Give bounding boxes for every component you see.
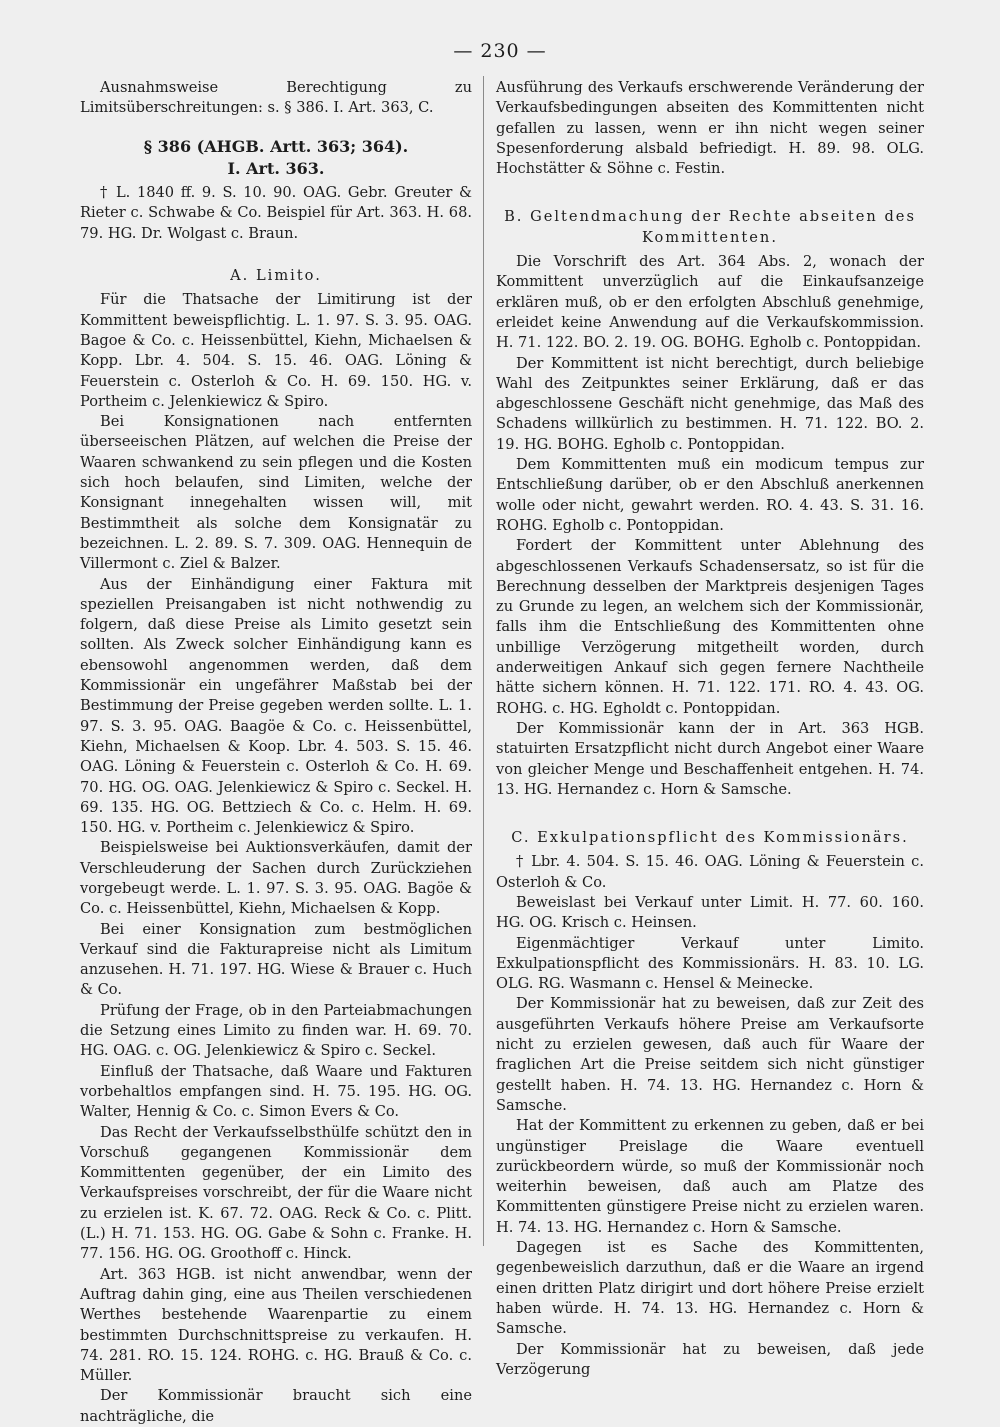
paragraph: Dagegen ist es Sache des Kommittenten, gegenbeweislich darzuthun, daß er die Waare an irgend einen dritten Platz dirigirt und dort höhere Preise erzielt haben würde. H. 74. 13. HG. Hernandez c. Horn & Samsche. xyxy=(496,1239,924,1338)
article-heading: I. Art. 363. xyxy=(227,158,325,178)
paragraph: Der Kommissionär braucht sich eine nachträgliche, die xyxy=(80,1387,472,1425)
left-column xyxy=(80,78,472,1427)
subsection-heading: A. Limito. xyxy=(230,267,322,285)
paragraph: † L. 1840 ff. 9. S. 10. 90. OAG. Gebr. Greuter & Rieter c. Schwabe & Co. Beispiel für Art. 363. H. 68. 79. HG. Dr. Wolgast c. Braun. xyxy=(80,184,472,242)
paragraph: Die Vorschrift des Art. 364 Abs. 2, wonach der Kommittent unverzüglich auf die Einkaufsanzeige erklären muß, ob er den erfolgten Abschluß genehmige, erleidet keine Anwendung auf die Verkaufskommission. H. 71. 122. BO. 2. 19. OG. BOHG. Egholb c. Pontoppidan. xyxy=(496,253,924,352)
right-column xyxy=(496,78,924,1380)
paragraph: Ausnahmsweise Berechtigung zu Limitsüberschreitungen: s. § 386. I. Art. 363, C. xyxy=(80,79,472,117)
paragraph: Aus der Einhändigung einer Faktura mit speziellen Preisangaben ist nicht nothwendig zu folgern, daß diese Preise als Limito gesetzt sein sollten. Als Zweck solcher Einhändigung kann es ebensowohl angenommen werden, daß dem Kommissionär ein ungefährer Maßstab bei der Bestimmung der Preise gegeben werden sollte. L. 1. 97. S. 3. 95. OAG. Baagöe & Co. c. Heissenbüttel, Kiehn, Michaelsen & Koop. Lbr. 4. 503. S. 15. 46. OAG. Löning & Feuerstein c. Osterloh & Co. H. 69. 70. HG. OG. OAG. Jelenkiewicz & Spiro c. Seckel. H. 69. 135. HG. OG. Bettziech & Co. c. Helm. H. 69. 150. HG. v. Portheim c. Jelenkiewicz & Spiro. xyxy=(80,575,472,837)
paragraph: Der Kommittent ist nicht berechtigt, durch beliebige Wahl des Zeitpunktes seiner Erklärung, daß er das abgeschlossene Geschäft nicht genehmige, das Maß des Schadens willkürlich zu bestimmen. H. 71. 122. BO. 2. 19. HG. BOHG. Egholb c. Pontoppidan. xyxy=(496,354,924,453)
paragraph: Bei einer Konsignation zum bestmöglichen Verkauf sind die Fakturapreise nicht als Limitum anzusehen. H. 71. 197. HG. Wiese & Brauer c. Huch & Co. xyxy=(80,920,472,999)
paragraph: Der Kommissionär kann der in Art. 363 HGB. statuirten Ersatzpflicht nicht durch Angebot einer Waare von gleicher Menge und Beschaffenheit entgehen. H. 74. 13. HG. Hernandez c. Horn & Samsche. xyxy=(496,719,924,798)
subsection-heading: C. Exkulpationspflicht des Kommissionärs. xyxy=(511,829,909,847)
paragraph: Dem Kommittenten muß ein modicum tempus zur Entschließung darüber, ob er den Abschluß anerkennen wolle oder nicht, gewahrt werden. RO. 4. 43. S. 31. 16. ROHG. Egholb c. Pontoppidan. xyxy=(496,456,924,534)
subsection-heading: B. Geltendmachung der Rechte abseiten des Kommittenten. xyxy=(504,208,916,246)
page-number: — 230 — xyxy=(453,40,547,62)
paragraph: Beweislast bei Verkauf unter Limit. H. 77. 60. 160. HG. OG. Krisch c. Heinsen. xyxy=(496,893,924,932)
column-divider xyxy=(483,76,484,1246)
paragraph: Ausführung des Verkaufs erschwerende Veränderung der Verkaufsbedingungen abseiten des Kommittenten nicht gefallen zu lassen, wenn er ihn nicht wegen seiner Spesenforderung alsbald befriedigt. H. 89. 98. OLG. Hochstätter & Söhne c. Festin. xyxy=(496,79,924,178)
paragraph: Art. 363 HGB. ist nicht anwendbar, wenn der Auftrag dahin ging, eine aus Theilen verschiedenen Werthes bestehende Waarenpartie zu einem bestimmten Durchschnittspreise zu verkaufen. H. 74. 281. RO. 15. 124. ROHG. c. HG. Brauß & Co. c. Müller. xyxy=(80,1265,472,1385)
paragraph: Fordert der Kommittent unter Ablehnung des abgeschlossenen Verkaufs Schadensersatz, so ist für die Berechnung desselben der Marktpreis desjenigen Tages zu Grunde zu legen, an welchem sich der Kommissionär, falls ihm die Entschließung des Kommittenten ohne unbillige Verzögerung mitgetheilt worden, durch anderweitigen Ankauf sich gegen fernere Nachtheile hätte sichern können. H. 71. 122. 171. RO. 4. 43. OG. ROHG. c. HG. Egholdt c. Pontoppidan. xyxy=(496,537,924,717)
paragraph: † Lbr. 4. 504. S. 15. 46. OAG. Löning & Feuerstein c. Osterloh & Co. xyxy=(496,853,924,891)
paragraph: Einfluß der Thatsache, daß Waare und Fakturen vorbehaltlos empfangen sind. H. 75. 195. HG. OG. Walter, Hennig & Co. c. Simon Evers & Co. xyxy=(80,1062,472,1121)
section-heading: § 386 (AHGB. Artt. 363; 364). xyxy=(143,136,409,156)
paragraph: Für die Thatsache der Limitirung ist der Kommittent beweispflichtig. L. 1. 97. S. 3. 95. OAG. Bagoe & Co. c. Heissenbüttel, Kiehn, Michaelsen & Kopp. Lbr. 4. 504. S. 15. 46. OAG. Löning & Feuerstein c. Osterloh & Co. H. 69. 150. HG. v. Portheim c. Jelenkiewicz & Spiro. xyxy=(80,291,472,410)
paragraph: Bei Konsignationen nach entfernten überseeischen Plätzen, auf welchen die Preise der Waaren schwankend zu sein pflegen und die Kosten sich hoch belaufen, sind Limiten, welche der Konsignant innegehalten wissen will, mit Bestimmtheit als solche dem Konsignatär zu bezeichnen. L. 2. 89. S. 7. 309. OAG. Hennequin de Villermont c. Ziel & Balzer. xyxy=(80,413,472,573)
paragraph: Das Recht der Verkaufsselbsthülfe schützt den in Vorschuß gegangenen Kommissionär dem Kommittenten gegenüber, der ein Limito des Verkaufspreises vorschreibt, der für die Waare nicht zu erzielen ist. K. 67. 72. OAG. Reck & Co. c. Plitt. (L.) H. 71. 153. HG. OG. Gabe & Sohn c. Franke. H. 77. 156. HG. OG. Groothoff c. Hinck. xyxy=(80,1123,472,1263)
paragraph: Beispielsweise bei Auktionsverkäufen, damit der Verschleuderung der Sachen durch Zurückziehen vorgebeugt werde. L. 1. 97. S. 3. 95. OAG. Bagöe & Co. c. Heissenbüttel, Kiehn, Michaelsen & Kopp. xyxy=(80,839,472,918)
paragraph: Der Kommissionär hat zu beweisen, daß zur Zeit des ausgeführten Verkaufs höhere Preise am Verkaufsorte nicht zu erzielen gewesen, daß auch für Waare der fraglichen Art die Preise seitdem sich nicht günstiger gestellt haben. H. 74. 13. HG. Hernandez c. Horn & Samsche. xyxy=(496,995,924,1114)
paragraph: Eigenmächtiger Verkauf unter Limito. Exkulpationspflicht des Kommissionärs. H. 83. 10. LG. OLG. RG. Wasmann c. Hensel & Meinecke. xyxy=(496,934,924,993)
paragraph: Der Kommissionär hat zu beweisen, daß jede Verzögerung xyxy=(496,1340,924,1378)
paragraph: Hat der Kommittent zu erkennen zu geben, daß er bei ungünstiger Preislage die Waare eventuell zurückbeordern würde, so muß der Kommissionär noch weiterhin beweisen, daß auch am Platze des Kommittenten günstigere Preise nicht zu erzielen waren. H. 74. 13. HG. Hernandez c. Horn & Samsche. xyxy=(496,1117,924,1236)
paragraph: Prüfung der Frage, ob in den Parteiabmachungen die Setzung eines Limito zu finden war. H. 69. 70. HG. OAG. c. OG. Jelenkiewicz & Spiro c. Seckel. xyxy=(80,1001,472,1060)
